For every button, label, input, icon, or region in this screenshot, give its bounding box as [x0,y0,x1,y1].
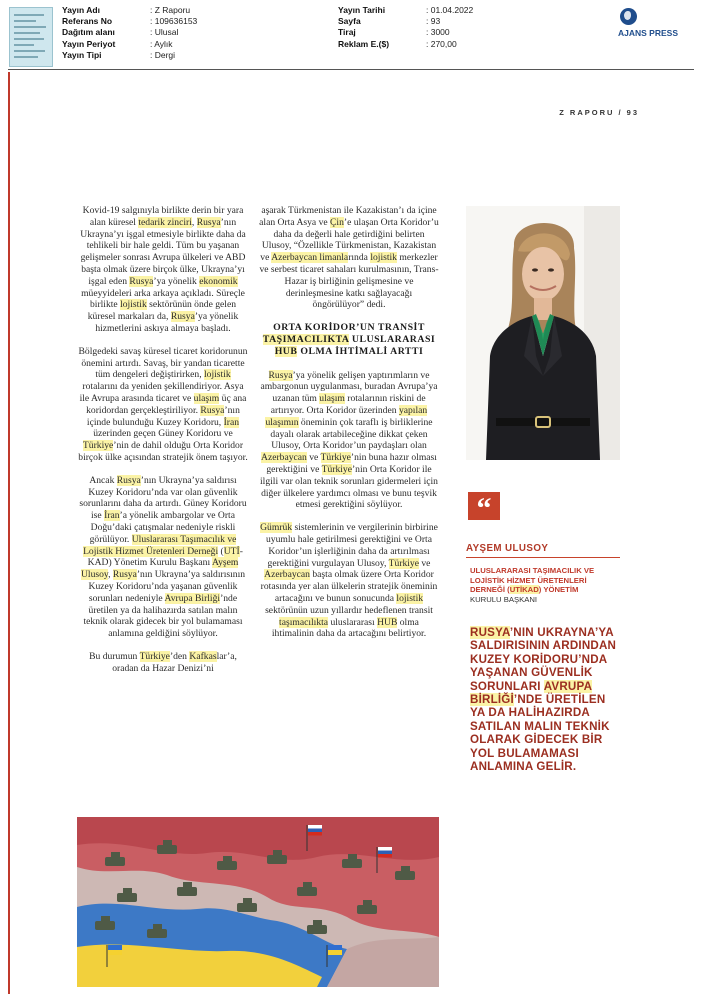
highlighted-keyword: Türkiye [388,557,419,569]
portrait-illustration [466,206,620,460]
meta-value: : Aylık [150,38,173,49]
meta-value: : 3000 [426,27,450,38]
highlighted-keyword: HUB [274,345,298,357]
meta-value: : Dergi [150,49,176,60]
text-run: rında [348,252,371,264]
text-run: -KAD) Yönetim Kurulu Başkanı [87,545,243,569]
author-title-tail: KURULU BAŞKANI [470,594,538,604]
highlighted-keyword: tedarik zinciri [138,216,192,228]
highlighted-keyword: ulaşım [193,392,220,404]
text-run: ’ya yönelik gelişen yaptırımların ve ambargonun uygulanması, buradan Avrupa’ya uzanan tüm [260,369,438,405]
paragraph [77,205,249,335]
highlighted-keyword: Rusya [268,369,293,381]
text-run: öneminin çok taraflı iş birliklerine dayalı olarak artabileceğine dikkat çeken Ulusoy, Orta Koridor’un paydaşları olan [270,416,433,452]
highlighted-keyword: taşımacılıkta [279,616,329,628]
header-divider [8,69,694,70]
highlighted-keyword: yapılan ulaşımın [265,404,428,428]
section-heading [259,322,439,357]
red-margin-bar [8,72,10,994]
column-2-bottom [259,370,439,641]
portrait-photo [466,206,620,460]
highlighted-keyword: Azerbaycan [261,452,307,464]
text-run: ve [306,452,321,464]
text-run: üç ana koridordan gerçekleştiriliyor. [86,392,247,416]
text-run: ’nın Ukrayna’ya saldırısının Kuzey Koridoru’nda yaşanan güvenlik sorunları nedeniyle [88,569,246,604]
meta-value: : 93 [426,16,441,27]
highlighted-keyword: RUSYA [470,626,510,639]
paragraph [77,651,249,675]
text-run: ’nde üretilen ya da halihazırda satılan malın teknik olarak gidecek bir yol bulamaması anlamına geldiğini söylüyor. [83,592,243,640]
paragraph [77,475,249,640]
highlighted-keyword: İran [104,510,120,522]
highlighted-keyword: Avrupa Birliği [164,592,221,604]
meta-row [338,27,473,38]
text-run: , [191,216,197,228]
meta-right [338,5,473,50]
text-run: merkezler ve serbest ticaret sahaları kurulmasının, Trans-Hazar iş birliğinin gelişmesine ve derinleşmesine katkı sağlayacağı öngörülüyor” dedi. [259,252,439,311]
highlighted-keyword: Türkiye [320,452,351,464]
highlighted-keyword: Türkiye [139,650,170,662]
highlighted-keyword: Rusya [170,311,195,323]
highlighted-keyword: Rusya [129,275,154,287]
text-run: , [108,569,113,581]
highlighted-keyword: Rusya [116,474,141,486]
quote-mark-icon: “ [468,492,500,520]
meta-value: : 01.04.2022 [426,5,474,15]
meta-row [62,50,197,61]
text-run: ’nin de dahil olduğu Orta Koridor birçok ülke açısından stratejik önem taşıyor. [78,440,248,463]
text-run: ve [418,557,431,569]
meta-value: : Ulusal [150,27,179,38]
ajans-press-logo [618,8,696,38]
quote-divider [466,557,620,558]
meta-row [62,39,197,50]
meta-key: Yayın Tipi [62,49,102,60]
meta-key: Yayın Tarihi [338,5,386,15]
meta-row [62,27,197,38]
text-run: Bu durumun [89,650,140,662]
meta-row [338,39,473,50]
highlighted-keyword: Rusya [112,569,137,581]
paragraph [259,522,439,640]
highlighted-keyword: ekonomik [199,275,238,287]
highlighted-keyword: Azerbaycan [264,569,310,581]
running-head: Z RAPORU / 93 [559,108,639,117]
highlighted-keyword: HUB [377,616,398,628]
text-run: Kovid-19 salgınıyla birlikte derin bir yara alan küresel [82,205,244,228]
meta-row [338,16,473,27]
paragraph [77,346,249,464]
text-run: ’ya yönelik hizmetlerini askıya almaya başladı. [95,311,239,334]
globe-icon [620,8,637,25]
text-run: ’NDE ÜRETİLEN YA DA HALİHAZIRDA SATILAN MALIN TEKNİK OLARAK GİDECEK BİR YOL BULAMAMASI ANLAMINA GELİR. [470,693,610,774]
text-run: sektörünün önde gelen küresel markaları da, [87,299,237,323]
meta-row [62,5,197,16]
highlighted-keyword: lojistik [370,252,397,264]
text-run: sistemlerinin ve vergilerinin birbirine uyumlu hale getirilmesi gerektiğini ve Orta Koridor’un işlerliğinin daha da artırılması gerektiğini vurgulayan Ulusoy, [266,522,438,569]
highlighted-keyword: Rusya [200,404,225,416]
text-run: ’nin Orta Koridor ile ilgili var olan teknik sorunları gidermeleri için diğer ülkelere yardımcı olması ve bunu teşvik etmesi gerektiğini söylüyor. [260,463,438,511]
meta-key: Yayın Periyot [62,38,116,49]
text-run: ’den [169,650,190,662]
highlighted-keyword: UTİ [223,545,240,557]
text-run: ( [218,545,224,557]
meta-key: Reklam E.($) [338,38,390,49]
text-run: Ancak [89,474,117,486]
highlighted-keyword: Ayşem Ulusoy [80,557,239,581]
highlighted-keyword: AVRUPA BİRLİĞİ [470,679,593,707]
text-run: aşarak Türkmenistan ile Kazakistan’ı da içine alan Orta Asya ve [259,205,437,228]
text-run: ) YÖNETİM [538,585,579,595]
text-run: ’NIN UKRAYNA’YA SALDIRISININ ARDINDAN KUZEY KORİDORU’NDA YAŞANAN GÜVENLİK SORUNLARI [470,626,617,693]
article-column-2 [259,205,439,651]
highlighted-keyword: Gümrük [260,522,293,534]
highlighted-keyword: lojistik [204,369,231,381]
paragraph [259,370,439,512]
quote-author-name: AYŞEM ULUSOY [466,543,549,554]
meta-value: : 109636153 [150,16,198,27]
text-run: ’ya yönelik [153,275,200,287]
highlighted-keyword: Türkiye [82,440,114,452]
highlighted-keyword: Kafkas [189,650,217,662]
highlighted-keyword: Uluslararası Taşımacılık ve Lojistik Hizmet Üretenleri Derneği [83,533,237,557]
meta-value: : 270,00 [426,38,457,49]
author-title-main [470,566,594,594]
text-run: ’a yönelik ambargolar ve Orta Doğu’daki çatışmalar nedeniyle riskli görülüyor. [89,510,236,545]
text-run: Bölgedeki savaş küresel ticaret koridorunun önemini artırdı. Savaş, bir yandan ticarette tüm dengeleri değiştirirken, [78,345,248,381]
meta-value: : Z Raporu [150,5,191,15]
text-run: rotalarının riskini de artırıyor. Orta Koridor üzerinden [270,393,426,416]
highlighted-keyword: lojistik [120,299,147,311]
meta-key: Sayfa [338,16,361,27]
text-run: rotalarını da yeniden şekillendiriyor. Asya ile Avrupa arasında ticaret ve [79,381,244,404]
highlighted-keyword: TAŞIMACILIKTA [262,333,349,345]
text-run: ORTA KORİDOR’UN TRANSİT [273,322,425,334]
highlighted-keyword: Türkiye [321,463,352,475]
highlighted-keyword: UTİKAD [509,585,539,595]
quote-author-title [470,566,620,604]
text-run: üzerinden geçen Güney Koridoru ve [93,428,233,440]
highlighted-keyword: lojistik [396,592,424,604]
meta-row [62,16,197,27]
paragraph [259,205,439,311]
highlighted-keyword: Çin [330,216,344,228]
text-run: ULUSLARARASI [348,333,436,345]
article-column-1 [77,205,249,685]
text-run: ’nın içinde bulunduğu Kuzey Koridoru, [86,404,240,428]
highlighted-keyword: Rusya [196,216,221,228]
page-thumbnail[interactable] [9,7,53,67]
text-run: lar’a, oradan da Hazar Denizi’ni [112,650,237,674]
tanks-map-illustration [77,817,439,987]
text-run: başta olmak üzere Orta Koridor rotasında yer alan ülkelerin stratejik öneminin artacağını ve bunun sonucunda [260,569,438,604]
pull-quote [470,626,620,773]
meta-row [338,5,473,16]
map-illustration [77,817,439,987]
meta-key: Tiraj [338,27,356,38]
text-run: ’nın Ukrayna’ya saldırısı Kuzey Koridoru’nda var olan güvenlik sorunlarını daha da artırdı. Güney Koridoru ise [79,474,247,522]
highlighted-keyword: ulaşım [319,393,345,405]
logo-text: AJANS PRESS [618,28,678,38]
text-run: müeyyideleri arka arkaya açıkladı. Süreçle birlikte [81,287,245,311]
text-run: ’nin buna hazır olması gerektiğini ve [266,452,437,475]
meta-left [62,5,197,61]
meta-key: Dağıtım alanı [62,27,115,38]
text-run: sektörünün uzun yıllardır hedeflenen transit [265,604,433,616]
meta-key: Yayın Adı [62,5,100,15]
text-run: ’e ulaşan Orta Koridor’u daha da değerli hale getirdiğini belirten Ulusoy, “Özellikle Türkmenistan, Kazakistan ve [260,216,439,264]
meta-key: Referans No [62,16,113,27]
text-run: uluslararası [328,616,378,628]
column-2-top [259,205,439,311]
highlighted-keyword: Azerbaycan limanla [271,252,349,264]
text-run: OLMA İHTİMALİ ARTTI [297,345,424,357]
text-run: olma ihtimalinin daha da artacağını belirtiyor. [271,616,427,640]
highlighted-keyword: İran [223,416,240,428]
text-run: ULUSLARARASI TAŞIMACILIK VE LOJİSTİK HİZMET ÜRETENLERİ DERNEĞİ ( [470,566,595,595]
clipping-header [0,0,701,72]
text-run: ’nın Ukrayna’yı işgal etmesiyle birlikte daha da tehlikeli bir hale geldi. Tüm bu yaşanan gelişmeler sonrası Avrupa ülkeleri ve ABD başta olmak üzere birçok ülke, Ukrayna’yı işgal eden [80,216,246,287]
